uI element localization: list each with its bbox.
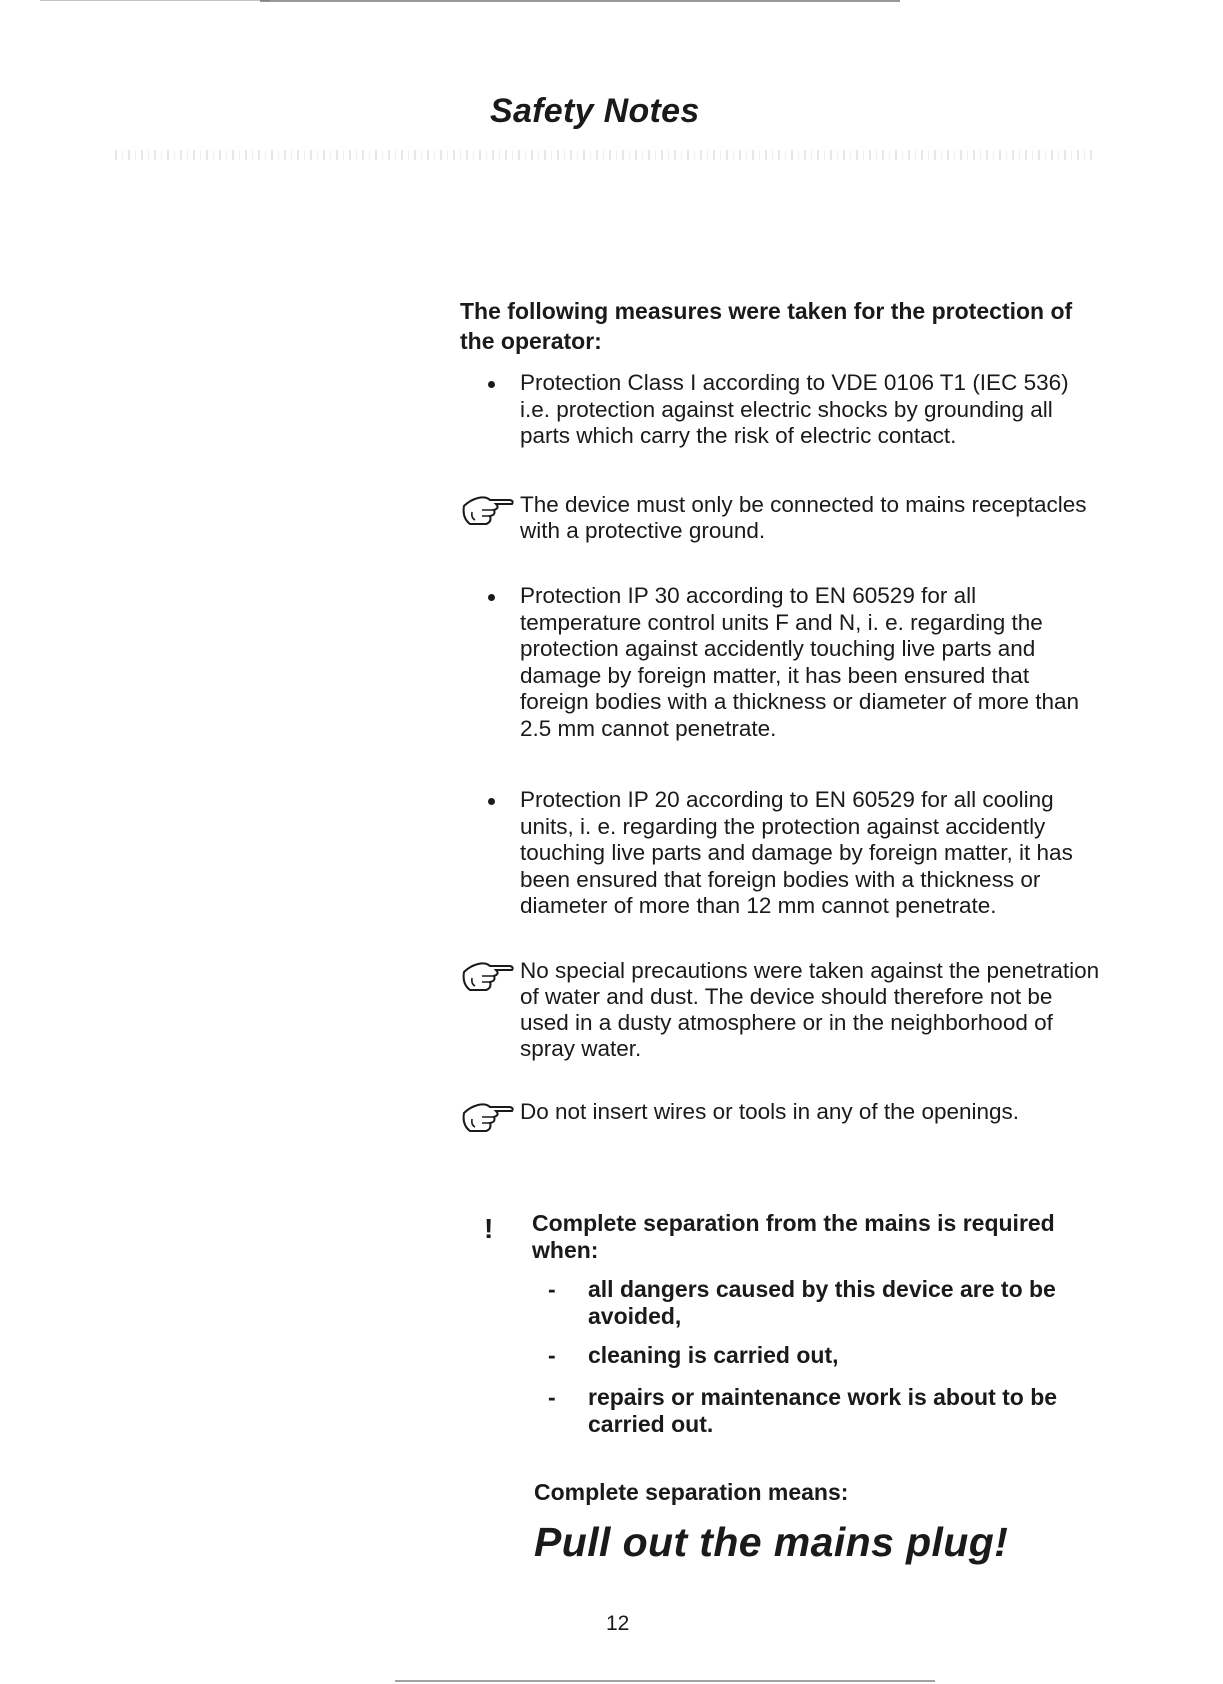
bullet-item bbox=[480, 583, 1100, 748]
scan-noise-band bbox=[115, 150, 1095, 160]
scan-edge-line bbox=[40, 0, 270, 1]
pointing-hand-icon bbox=[460, 494, 514, 528]
pointing-hand-icon bbox=[460, 1101, 514, 1135]
scan-edge-line bbox=[395, 1680, 935, 1682]
warning-item-text: all dangers caused by this device are to be avoided, bbox=[588, 1276, 1056, 1329]
warning-list-item bbox=[548, 1276, 1093, 1332]
pull-plug-callout: Pull out the mains plug! bbox=[534, 1519, 1009, 1565]
warning-list-item bbox=[548, 1384, 1093, 1440]
separation-means-label: Complete separation means: bbox=[534, 1479, 849, 1505]
dash-marker: - bbox=[548, 1276, 556, 1302]
warning-heading: Complete separation from the mains is required when: bbox=[532, 1210, 1055, 1263]
bullet-dot bbox=[488, 798, 495, 805]
page-title: Safety Notes bbox=[490, 92, 700, 130]
bullet-text: Protection IP 20 according to EN 60529 for all cooling units, i. e. regarding the protection against accidently touching live parts and damage by foreign matter, it has been ensured that foreign bodies with a thickness or diameter of more than 12 mm cannot penetrate. bbox=[520, 787, 1073, 918]
warning-item-text: repairs or maintenance work is about to be carried out. bbox=[588, 1384, 1058, 1437]
warning-item-text: cleaning is carried out, bbox=[588, 1342, 839, 1368]
dash-marker: - bbox=[548, 1384, 556, 1410]
note-item bbox=[460, 492, 1105, 552]
note-text: The device must only be connected to mains receptacles with a protective ground. bbox=[520, 492, 1087, 543]
bullet-dot bbox=[488, 381, 495, 388]
pointing-hand-icon bbox=[460, 960, 514, 994]
dash-marker: - bbox=[548, 1342, 556, 1368]
bullet-text: Protection IP 30 according to EN 60529 for all temperature control units F and N, i. e. regarding the protection against accidently touching live parts and damage by foreign matter, it has been ensured that foreign bodies with a thickness or diameter of more than 2.5 mm cannot penetrate. bbox=[520, 583, 1080, 741]
bullet-item bbox=[480, 370, 1100, 460]
note-item bbox=[460, 1099, 1105, 1139]
page-number: 12 bbox=[606, 1612, 630, 1635]
bullet-dot bbox=[488, 594, 495, 601]
scan-edge-line bbox=[260, 0, 900, 2]
intro-heading: The following measures were taken for the protection of the operator: bbox=[460, 298, 1073, 354]
bullet-item bbox=[480, 787, 1100, 922]
note-item bbox=[460, 958, 1105, 1068]
note-text: Do not insert wires or tools in any of the openings. bbox=[520, 1099, 1020, 1124]
note-text: No special precautions were taken against the penetration of water and dust. The device should therefore not be used in a dusty atmosphere or in the neighborhood of spray water. bbox=[520, 958, 1100, 1061]
warning-list-item bbox=[548, 1342, 1093, 1372]
exclamation-icon: ! bbox=[484, 1213, 494, 1244]
bullet-text: Protection Class I according to VDE 0106 T1 (IEC 536) i.e. protection against electric shocks by grounding all parts which carry the risk of electric contact. bbox=[520, 370, 1069, 448]
